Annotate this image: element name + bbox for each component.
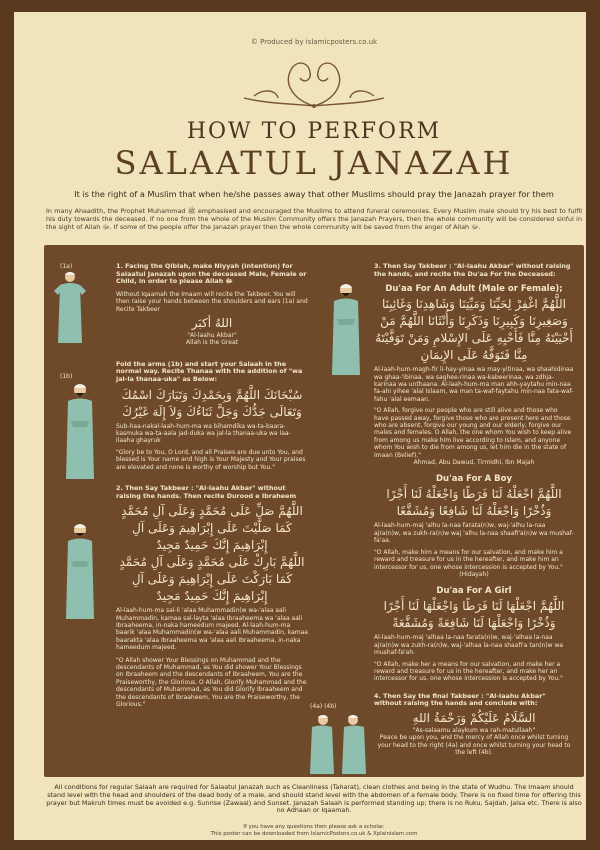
label-4: (4a) (4b) [310, 703, 337, 710]
adult-translation: "O Allah, forgive our people who are still alive and those who have passed away, forgive those who are present here and those who are absent, forgive our young and our elderly, forgive our males and females. O Allah, the one whom You wish to keep alive from among us make him live according to Islam, and anyone whom You wish to die from among us, let him die in the state of Imaan (Belief)." [374, 407, 572, 459]
boy-heading: Du'aa For A Boy [436, 474, 512, 485]
takbeer-translit: "Al-laahu Akbar" [187, 332, 237, 339]
adult-translit: Al-laah-hum-magh-fir li-hay-yinaa wa may-yitinaa, wa shaahidinaa wa ghaa-'ibinaa, wa saghee-rinaa wa-kabeerinaa, wa zdhja-karinaa wa unthaana. Al-laah-hum-ma man ahh-yaytahu min-naa fa-ahi yihee 'alal Islaam, wa man ta-waf-faytahu min-naa fata-waf-fahu 'alal eemaan. [374, 366, 574, 403]
footer-notes [38, 824, 590, 837]
adult-reference: Ahmad, Abu Dawud, Tirmidhi, Ibn Majah [413, 459, 535, 467]
footer-questions: If you have any questions then please ask a scholar. [243, 824, 385, 830]
footer-download: This poster can be downloaded from IslamicPosters.co.uk & Xplainislam.com [210, 830, 418, 837]
girl-translation: "O Allah, make her a means for our salvation, and make her a reward and treasure for us in the hereafter, and make her an intercessor for us, one whose intercession is accepted by You." [374, 660, 563, 683]
poster-paper [14, 12, 586, 840]
subtitle: It is the right of a Muslim that when he/she passes away that other Muslims should pray the Janazah prayer for them [74, 189, 554, 199]
label-1a: (1a) [60, 263, 73, 270]
girl-translit: Al-laah-hum-maj 'alhaa la-naa farata(n)w, waj-'alhaa la-naa ajra(n)w wa zukh-ra(n)w, waj-'alhaa la-naa shaafi'a tan(n)w wa mushaf-fa'ah. [374, 634, 564, 657]
step-3: 3. Then Say Takbeer : "Al-laahu Akbar" without raising the hands, and recite the Du'aa For the Deceased: [374, 262, 571, 278]
boy-arabic: اللَّهُمَّ اجْعَلْهُ لَنَا فَرَطًا وَاجْعَلْهُ لَنَا أَجْرًا وَذُخْرًا وَاجْعَلْهُ لَنَا شَافِعًا وَمُشَفَّعًا [386, 487, 562, 519]
title-how-to-perform: HOW TO PERFORM [186, 119, 442, 144]
salaam-translit: "As-salaamu alaykum wa rah-matullaah" [412, 726, 536, 734]
adult-heading: Du'aa For An Adult (Male or Female); [385, 284, 563, 295]
step-1: 1. Facing the Qiblah, make Niyyah (intention) for Salaatul Janazah upon the deceased Male, Female or Child, in order to please Allah ﷻ [116, 262, 307, 286]
intro-paragraph: In many Ahaadith, the Prophet Muhammad ﷺ emphasised and encouraged the Muslims to attend funeral ceremonies. Every Muslim male should try his best to fulfil his duty towards the deceased. If no one from the whole of the Muslim Community offers the Janazah Prayers, then the whole community will be considered sinful in the sight of Allah ﷻ. If some of the people offer the Janazah prayer then the whole community will be saved from the anger of Allah ﷻ. [46, 207, 582, 231]
step-1b: Fold the arms (1b) and start your Salaah in the normal way. Recite Thanaa with the addition of "wa jal-la thanaa-uka" as Below: [116, 359, 303, 383]
thanaa-arabic: سُبْحَانَكَ اللَّهُمَّ وَبِحَمْدِكَ وَتَبَارَكَ اسْمُكَ وَتَعَالَى جَدُّكَ وَجَلَّ ثَنَاءُكَ وَلاَ إِلَهَ غَيْرُكَ [121, 387, 303, 419]
durood-translit: Al-laah-hum-ma sal-li 'alaa Muhammadin(w wa-'alaa aali Muhammadin, kamaa sal-layta 'alaa Ibraaheema wa 'alaa aali Ibraaheema, in-naka hameedum majeed. Al-laah-hum-ma baarik 'alaa Muhammadin(w wa-'alaa aali Muhammadin, kamaa baarakta 'alaa Ibraaheema wa 'alaa aali Ibraaheema, in-naka hameedum majeed. [116, 607, 308, 652]
produced-by: © Produced by islamicposters.co.uk [250, 38, 378, 46]
label-1b: (1b) [60, 373, 73, 380]
left-column [116, 263, 308, 709]
person-2-icon [62, 521, 98, 621]
thanaa-translation: "Glory be to You, O Lord, and all Praises are due unto You, and blessed is Your name and high is Your Majesty and Your praises are elevated and none is worthy of worship but You." [116, 448, 306, 471]
takbeer-arabic: اللهُ أكبَر [191, 316, 233, 330]
person-4a-icon [308, 713, 336, 775]
step-1-note: Without Iqaamah the Imaam will recite the Takbeer. You will then raise your hands between the shoulders and ears (1a) and Recite Takbeer [116, 290, 308, 313]
adult-arabic: اللَّهُمَّ اغْفِرْ لِحَيِّنَا وَمَيِّتِنَا وَشَاهِدِنَا وَغَائِبِنَا وَصَغِيرِنَا وَكَبِيرِنَا وَذَكَرِنَا وَأُنْثَانَا اللَّهُمَّ مَنْ أَحْيَيْتَهُ مِنَّا فَأَحْيِهِ عَلَى الإِسْلامِ وَمَنْ تَوَفَّيْتَهُ مِنَّا فَتَوَفَّهُ عَلَى الإِيمَانِ [375, 297, 573, 363]
takbeer-translation: Allah is the Great [186, 339, 238, 347]
thanaa-translit: Sub-haa-nakal-laah-hum-ma wa bihamdika wa-ta-baara-kasmuka wa-ta-aala jad-duka wa jal-la thanaa-uka wa laa-ilaaha ghayruk [116, 422, 291, 445]
person-4b-icon [340, 713, 368, 775]
boy-translit: Al-laah-hum-maj 'alhu la-naa farata(n)w, waj-'alhu la-naa ajra(n)w, wa zukh-ra(n)w waj 'alhu la-naa shaafi'a(n)w wa mushaf-fa'aa. [374, 522, 574, 545]
salaam-translation: Peace be upon you, and the mercy of Allah once whilst turning your head to the right (4a) and once whilst turning your head to the left (4b). [377, 734, 571, 757]
boy-reference: (Hidayah) [459, 570, 489, 578]
person-1a-icon [52, 269, 88, 345]
step-2: 2. Then Say Takbeer : "Al-laahu Akbar" without raising the hands. Then recite Durood e Ibraheem [116, 484, 297, 500]
person-1b-icon [62, 381, 98, 481]
girl-heading: Du'aa For A Girl [436, 586, 512, 597]
durood-arabic-1: اللَّهُمَّ صَلِّ عَلَى مُحَمَّدٍ وَعَلَى آلِ مُحَمَّدٍ كَمَا صَلَّيْتَ عَلَى إِبْرَاهِيمَ وَعَلَى آلِ إِبْرَاهِيمَ إِنَّكَ حَمِيدٌ مَجِيدٌ [121, 504, 303, 553]
ornament-icon [234, 54, 394, 112]
boy-translation: "O Allah, make him a means for our salvation, and make him a reward and treasure for us in the hereafter, and make him an intercessor for us, one whose intercession is accepted by You." [374, 548, 563, 571]
durood-arabic-2: اللَّهُمَّ بَارِكْ عَلَى مُحَمَّدٍ وَعَلَى آلِ مُحَمَّدٍ كَمَا بَارَكْتَ عَلَى إِبْرَاهِيمَ وَعَلَى آلِ إِبْرَاهِيمَ إِنَّكَ حَمِيدٌ مَجِيدٌ [119, 555, 305, 604]
girl-arabic: اللَّهُمَّ اجْعَلْهَا لَنَا فَرَطًا وَاجْعَلْهَا لَنَا أَجْرًا وَذُخْرًا وَاجْعَلْهَا لَنَا شَافِعَةً وَمُشَفَّعَةً [383, 599, 565, 631]
durood-translation: "O Allah shower Your Blessings on Muhammad and the descendants of Muhammad, as You did shower Your Blessings on Ibraaheem and the descendants of Ibraaheem, You are the Praiseworthy, the Glorious. O Allah, Glorify Muhammad and the descendants of Muhammad, as You did Glorify Ibraaheem and the descendants of Ibraaheem, You are the Praiseworthy, the Glorious." [116, 656, 307, 709]
title-salaatul-janazah: SALAATUL JANAZAH [114, 144, 514, 182]
right-column [374, 263, 574, 757]
instructions-panel [44, 245, 584, 777]
footer-conditions: All conditions for regular Salaah are required for Salaatul Janazah such as Cleanliness (Taharat), clean clothes and being in the state of Wudhu. The Imaam should stand level with the head and shoulders of the dead body of a male, and should stand level with the abdomen of a female body. There is no fixed time for offering this prayer but Makruh times must be avoided e.g. Sunrise (Zawaal) and Sunset. Janazah Salaah is performed standing up; there is no Ruku, Sajdah, Jalsa etc. There is also no Adhaan or Iqaamah. [46, 783, 582, 815]
person-3-icon [328, 281, 364, 377]
step-4: 4. Then Say the final Takbeer : "Al-laahu Akbar" without raising the hands and conclude with: [374, 691, 546, 708]
salaam-arabic: السَّلَامُ عَلَيْكُمْ وَرَحْمَةُ اللهِ [412, 710, 536, 725]
